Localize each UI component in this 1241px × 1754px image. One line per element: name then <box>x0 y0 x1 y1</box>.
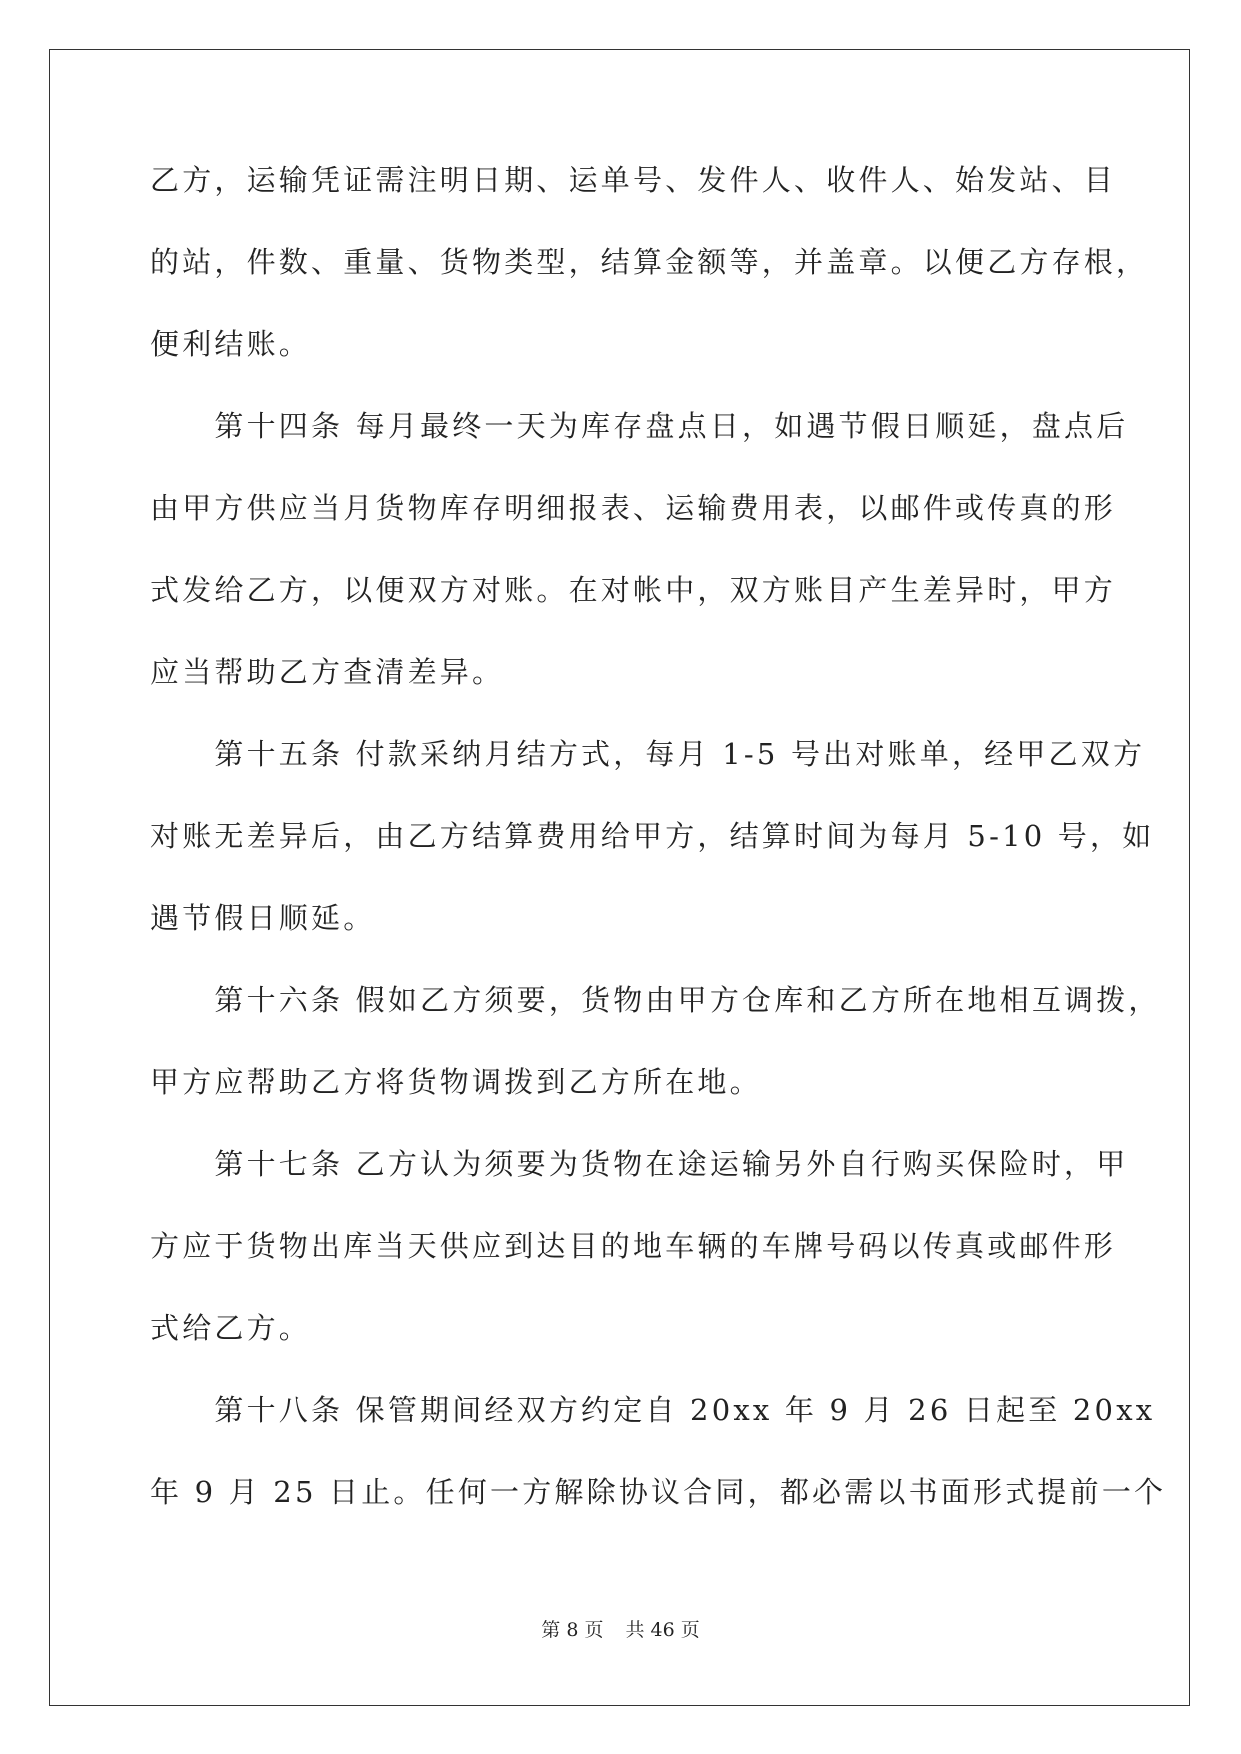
text-line: 第十五条 付款采纳月结方式，每月 1-5 号出对账单，经甲乙双方 <box>150 737 1146 771</box>
text-line: 第十七条 乙方认为须要为货物在途运输另外自行购买保险时，甲 <box>150 1147 1129 1181</box>
text-line: 遇节假日顺延。 <box>150 901 376 935</box>
page-footer <box>0 1618 1241 1642</box>
current-page-number: 第 8 页 <box>541 1619 604 1641</box>
text-line: 式发给乙方，以便双方对账。在对帐中，双方账目产生差异时，甲方 <box>150 573 1117 607</box>
text-line: 第十四条 每月最终一天为库存盘点日，如遇节假日顺延，盘点后 <box>150 409 1129 443</box>
text-line: 便利结账。 <box>150 327 312 361</box>
text-line: 的站，件数、重量、货物类型，结算金额等，并盖章。以便乙方存根， <box>150 245 1149 279</box>
text-line: 方应于货物出库当天供应到达目的地车辆的车牌号码以传真或邮件形 <box>150 1229 1117 1263</box>
page-border <box>49 49 1190 1706</box>
text-line: 年 9 月 25 日止。任何一方解除协议合同，都必需以书面形式提前一个 <box>150 1475 1167 1509</box>
text-line: 甲方应帮助乙方将货物调拨到乙方所在地。 <box>150 1065 762 1099</box>
total-pages: 共 46 页 <box>625 1619 700 1641</box>
text-line: 应当帮助乙方查清差异。 <box>150 655 505 689</box>
text-line: 由甲方供应当月货物库存明细报表、运输费用表，以邮件或传真的形 <box>150 491 1117 525</box>
text-line: 式给乙方。 <box>150 1311 312 1345</box>
text-line: 对账无差异后，由乙方结算费用给甲方，结算时间为每月 5-10 号，如 <box>150 819 1155 853</box>
text-line: 第十六条 假如乙方须要，货物由甲方仓库和乙方所在地相互调拨， <box>150 983 1161 1017</box>
text-line: 乙方，运输凭证需注明日期、运单号、发件人、收件人、始发站、目 <box>150 163 1117 197</box>
text-line: 第十八条 保管期间经双方约定自 20xx 年 9 月 26 日起至 20xx <box>150 1393 1156 1427</box>
